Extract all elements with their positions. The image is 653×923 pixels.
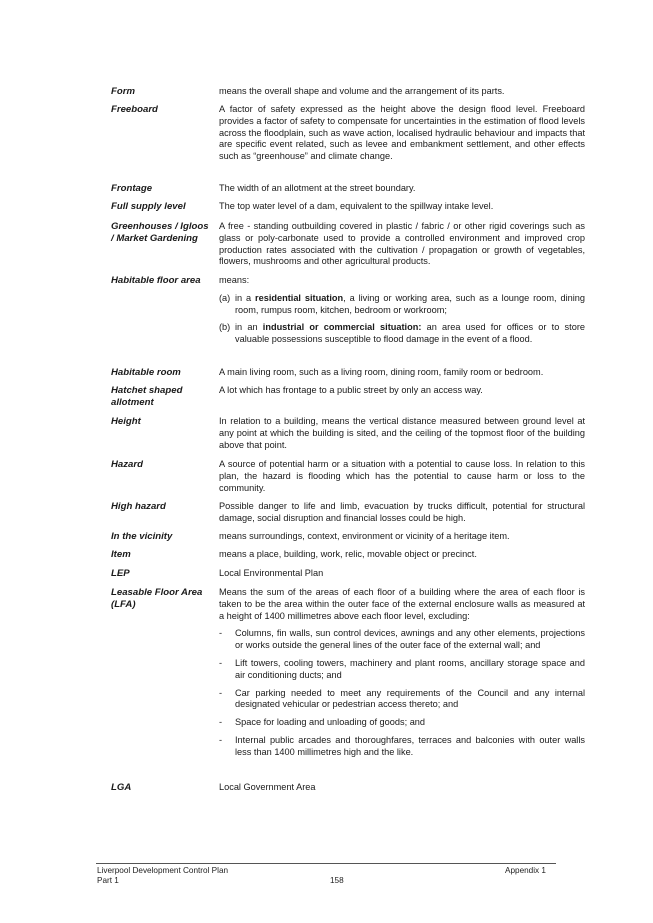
term: Item	[111, 549, 131, 560]
bullet-item	[219, 658, 585, 682]
definition: The width of an allotment at the street boundary.	[219, 183, 416, 193]
term: Leasable Floor Area (LFA)	[111, 587, 203, 610]
bullet-text: Car parking needed to meet any requirements of the Council and any internal designated vehicular or pedestrian access thereto; and	[235, 687, 585, 710]
sub-item-label: (a)	[219, 292, 231, 303]
definition: Local Government Area	[219, 782, 316, 792]
footer-part: Part 1	[97, 876, 119, 885]
bullet-item	[219, 688, 585, 712]
bullet-text: Columns, fin walls, sun control devices, awnings and any other elements, projections or works outside the general lines of the outer face of the external wall; and	[235, 628, 585, 651]
definition: In relation to a building, means the vertical distance measured between ground level at any point at which the building is sited, and the ceiling of the topmost floor of the building above that point.	[219, 416, 585, 450]
sub-item-text-post: an area used for offices or to store valuable possessions susceptible to flood damage in the event of a flood.	[235, 322, 585, 345]
definition: means the overall shape and volume and the arrangement of its parts.	[219, 86, 505, 96]
term: Frontage	[111, 183, 153, 194]
sub-item-text-pre: in a	[235, 292, 256, 303]
sub-item	[219, 322, 585, 346]
bullet-item	[219, 717, 585, 729]
definition-intro: Means the sum of the areas of each floor of a building where the area of each floor is taken to be the area within the outer face of the external enclosure walls as measured at a height of 1400 millimetres above each floor level, excluding:	[219, 587, 585, 621]
sub-item-text-post: , a living or working area, such as a lounge room, dining room, rumpus room, kitchen, bedroom or workroom;	[235, 292, 586, 315]
bullet-text: Internal public arcades and thoroughfares, terraces and balconies with outer walls less than 1400 millimetres high and the like.	[235, 734, 585, 757]
bullet-text: Space for loading and unloading of goods; and	[235, 717, 426, 728]
footer-appendix: Appendix 1	[505, 866, 546, 875]
definition-intro: means:	[219, 275, 250, 285]
sub-item-bold: residential situation	[255, 292, 344, 303]
definition: A free - standing outbuilding covered in plastic / fabric / or other rigid coverings such as glass or poly-carbonate used to provide a controlled environment and improved crop production rates associated with the cultivation / propagation or growth of vegetables, flowers, mushrooms and other agricultural products.	[219, 221, 585, 267]
definition: A lot which has frontage to a public street by only an access way.	[219, 385, 483, 395]
term: In the vicinity	[111, 531, 173, 542]
term: LEP	[111, 568, 130, 579]
dash-marker: -	[219, 687, 223, 698]
definition: The top water level of a dam, equivalent to the spillway intake level.	[219, 201, 494, 211]
term: Hazard	[111, 459, 143, 470]
bullet-item	[219, 735, 585, 759]
sub-item	[219, 293, 585, 317]
dash-marker: -	[219, 734, 223, 745]
definition: Possible danger to life and limb, evacuation by trucks difficult, potential for structural damage, social disruption and financial losses could be high.	[219, 501, 585, 523]
term: Form	[111, 86, 135, 97]
term: Habitable floor area	[111, 275, 201, 286]
term: Hatchet shaped allotment	[111, 385, 183, 408]
footer-document-title: Liverpool Development Control Plan	[97, 866, 229, 875]
term: Full supply level	[111, 201, 186, 212]
definition	[219, 275, 585, 346]
term: Freeboard	[111, 104, 158, 115]
sub-item-bold: industrial or commercial situation:	[262, 322, 422, 333]
term: Greenhouses / Igloos / Market Gardening	[111, 221, 209, 244]
bullet-item	[219, 628, 585, 652]
term: Height	[111, 416, 141, 427]
term: LGA	[111, 782, 132, 793]
definition	[219, 587, 585, 759]
term: High hazard	[111, 501, 166, 512]
dash-marker: -	[219, 717, 223, 728]
sub-item-label: (b)	[219, 322, 231, 333]
definition: A factor of safety expressed as the height above the design flood level. Freeboard provides a factor of safety to compensate for uncertainties in the estimation of flood levels across the floodplain, such as wave action, localised hydraulic behaviour and impacts that are specific event related, such as levee and embankment settlement, and other effects such as “greenhouse” and climate change.	[219, 104, 585, 162]
definition: A main living room, such as a living room, dining room, family room or bedroom.	[219, 367, 544, 377]
footer-rule	[96, 863, 556, 864]
footer-page-number: 158	[330, 876, 344, 885]
dash-marker: -	[219, 657, 223, 668]
definition: means a place, building, work, relic, movable object or precinct.	[219, 549, 477, 559]
definition: A source of potential harm or a situation with a potential to cause loss. In relation to this plan, the hazard is flooding which has the potential to cause harm or loss to the community.	[219, 459, 585, 493]
definition: means surroundings, context, environment or vicinity of a heritage item.	[219, 531, 510, 541]
term: Habitable room	[111, 367, 181, 378]
sub-item-text-pre: in an	[235, 322, 263, 333]
bullet-text: Lift towers, cooling towers, machinery and plant rooms, ancillary storage space and air conditioning ducts; and	[235, 657, 585, 680]
definition: Local Environmental Plan	[219, 568, 324, 578]
dash-marker: -	[219, 628, 223, 639]
